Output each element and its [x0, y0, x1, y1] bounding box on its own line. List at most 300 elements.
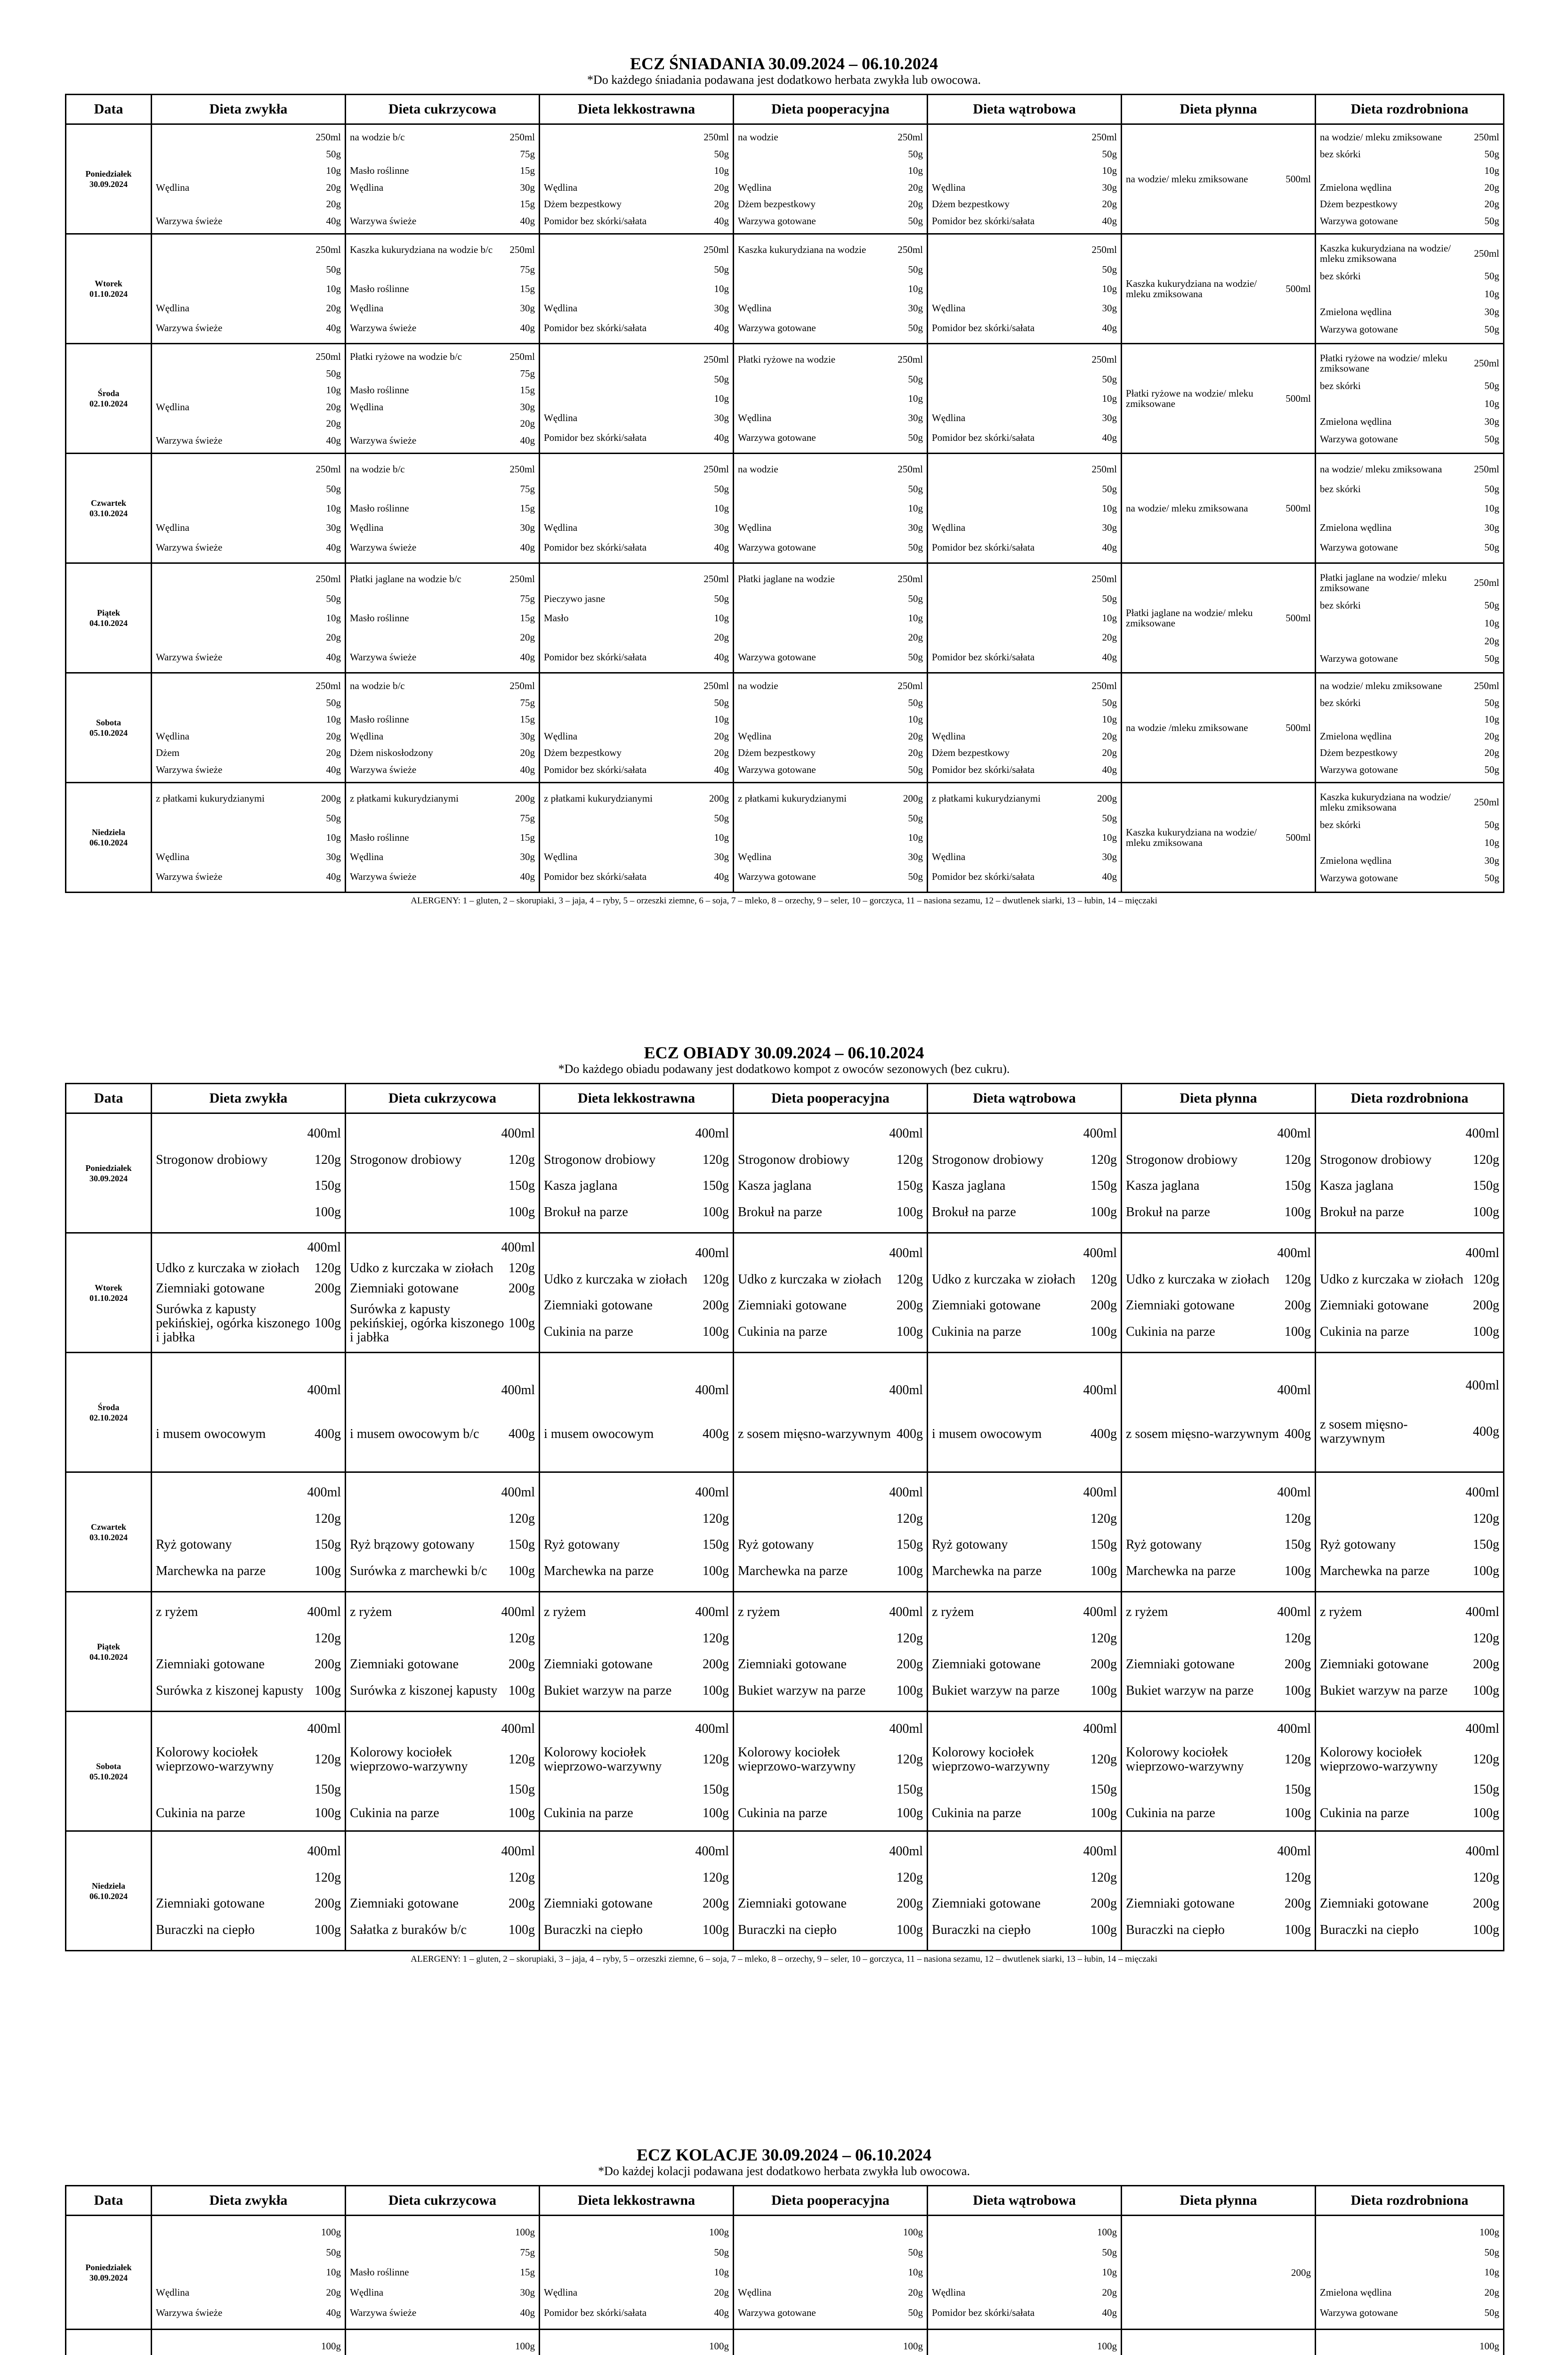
item-name: Warzywa świeże — [350, 870, 417, 882]
menu-cell — [1122, 1831, 1316, 1951]
table-row — [66, 1113, 1504, 1233]
item-quantity: 250ml — [509, 131, 535, 143]
menu-cell — [152, 1353, 346, 1472]
menu-item — [544, 1746, 729, 1774]
menu-item — [350, 1538, 535, 1552]
supper-section — [65, 2145, 1503, 2355]
column-header: Dieta zwykła — [152, 2186, 346, 2216]
item-quantity: 30g — [520, 2287, 535, 2298]
menu-item — [738, 2287, 923, 2298]
menu-item — [156, 464, 341, 474]
item-name: Masło roślinne — [350, 612, 409, 624]
item-quantity: 400g — [1473, 1424, 1499, 1439]
item-quantity: 100g — [509, 1316, 535, 1331]
item-name: Ziemniaki gotowane — [156, 1896, 265, 1911]
item-quantity: 250ml — [1091, 244, 1117, 256]
menu-item — [738, 698, 923, 708]
menu-item — [544, 613, 729, 623]
item-quantity: 100g — [1091, 1683, 1117, 1698]
menu-item — [1126, 1897, 1311, 1911]
column-header: Dieta lekkostrawna — [540, 2186, 734, 2216]
item-quantity: 400ml — [307, 1126, 341, 1141]
item-name: z płatkami kukurydzianymi — [350, 793, 459, 804]
menu-cell — [1122, 234, 1316, 344]
breakfast-table — [65, 94, 1504, 893]
menu-cell — [540, 1831, 734, 1951]
menu-item — [544, 1325, 729, 1339]
item-name: na wodzie — [738, 680, 778, 692]
item-quantity: 400g — [509, 1426, 535, 1441]
item-name: z płatkami kukurydzianymi — [738, 793, 847, 804]
item-quantity: 200g — [315, 1657, 341, 1672]
item-name: Brokuł na parze — [1320, 1204, 1404, 1219]
item-name: na wodzie — [738, 463, 778, 475]
item-name: Wędlina — [738, 730, 772, 742]
item-name: Wędlina — [544, 302, 578, 314]
menu-item — [932, 574, 1117, 584]
item-quantity: 400ml — [307, 1383, 341, 1398]
item-name: na wodzie/ mleku zmiksowane — [1126, 173, 1248, 185]
item-name: Cukinia na parze — [738, 1324, 827, 1339]
item-quantity: 30g — [714, 302, 729, 314]
item-name: z ryżem — [156, 1605, 198, 1620]
menu-item — [156, 1657, 341, 1672]
item-name: na wodzie/ mleku zmiksowana — [1126, 503, 1248, 514]
menu-item — [544, 464, 729, 474]
menu-item — [1320, 182, 1499, 193]
item-quantity: 120g — [1285, 1752, 1311, 1767]
menu-item — [932, 244, 1117, 255]
menu-cell — [1316, 1353, 1504, 1472]
menu-item — [738, 132, 923, 142]
menu-item — [1126, 1383, 1311, 1397]
menu-item — [544, 1783, 729, 1797]
menu-item — [932, 1844, 1117, 1859]
item-quantity: 120g — [703, 1152, 729, 1167]
item-quantity: 40g — [326, 870, 341, 882]
column-header: Dieta rozdrobniona — [1316, 2186, 1504, 2216]
menu-item — [738, 613, 923, 623]
item-quantity: 200g — [1091, 1657, 1117, 1672]
item-quantity: 20g — [908, 198, 923, 210]
menu-item — [932, 2341, 1117, 2351]
item-quantity: 250ml — [315, 573, 341, 585]
item-name: Strogonow drobiowy — [738, 1152, 850, 1167]
item-quantity: 40g — [714, 870, 729, 882]
day-date: 02.10.2024 — [89, 1413, 128, 1422]
item-quantity: 50g — [1484, 148, 1499, 160]
menu-cell — [928, 1113, 1122, 1233]
item-quantity: 400ml — [1465, 1722, 1499, 1737]
item-name: Masło roślinne — [350, 2266, 409, 2278]
item-name: Wędlina — [738, 181, 772, 193]
menu-item — [350, 165, 535, 176]
menu-item — [350, 1722, 535, 1736]
item-quantity: 200g — [703, 1896, 729, 1911]
item-quantity: 200g — [509, 1281, 535, 1296]
section-subtitle: *Do każdego obiadu podawany jest dodatkowo kompot z owoców sezonowych (bez cukru). — [558, 1062, 1010, 1076]
item-name: Pieczywo jasne — [544, 593, 606, 604]
menu-item — [1320, 731, 1499, 741]
menu-item — [1320, 381, 1499, 391]
item-quantity: 250ml — [897, 573, 923, 585]
menu-item — [1320, 1379, 1499, 1393]
menu-item — [1126, 1512, 1311, 1526]
item-name: Kolorowy kociołek wieprzowo-warzywny — [932, 1745, 1050, 1774]
item-quantity: 30g — [326, 522, 341, 534]
menu-item — [1320, 792, 1499, 812]
menu-item — [544, 149, 729, 159]
item-name: Kaszka kukurydziana na wodzie/ mleku zmiksowana — [1126, 278, 1257, 300]
menu-cell — [1316, 234, 1504, 344]
item-quantity: 120g — [315, 1631, 341, 1646]
item-quantity: 40g — [520, 870, 535, 882]
menu-item — [932, 149, 1117, 159]
menu-item — [932, 2287, 1117, 2298]
menu-item — [738, 681, 923, 691]
menu-item — [544, 574, 729, 584]
menu-item — [156, 632, 341, 642]
item-quantity: 100g — [1473, 1683, 1499, 1698]
item-name: Buraczki na ciepło — [932, 1922, 1031, 1937]
menu-item — [544, 2341, 729, 2351]
item-quantity: 20g — [1484, 730, 1499, 742]
menu-item — [932, 1783, 1117, 1797]
item-quantity: 120g — [1285, 1272, 1311, 1287]
item-name: Pomidor bez skórki/sałata — [544, 763, 647, 775]
item-name: Warzywa gotowane — [1320, 2307, 1398, 2319]
menu-item — [544, 1684, 729, 1698]
item-name: Wędlina — [350, 401, 384, 413]
column-header: Dieta pooperacyjna — [734, 95, 928, 124]
item-quantity: 400ml — [307, 1240, 341, 1255]
item-quantity: 120g — [1473, 1511, 1499, 1526]
item-quantity: 30g — [908, 522, 923, 534]
menu-cell — [734, 1592, 928, 1712]
menu-cell — [540, 1472, 734, 1592]
menu-cell — [734, 1353, 928, 1472]
menu-item — [738, 1273, 923, 1287]
menu-item — [1320, 353, 1499, 374]
item-quantity: 10g — [326, 283, 341, 294]
column-header: Dieta cukrzycowa — [346, 95, 540, 124]
menu-item — [350, 1205, 535, 1219]
menu-cell — [928, 124, 1122, 234]
day-name: Piątek — [97, 1641, 120, 1651]
menu-item — [156, 323, 341, 333]
menu-item — [932, 264, 1117, 275]
item-quantity: 20g — [326, 418, 341, 430]
item-quantity: 100g — [315, 1683, 341, 1698]
item-quantity: 30g — [714, 412, 729, 424]
item-quantity: 200g — [703, 1657, 729, 1672]
item-quantity: 50g — [326, 263, 341, 275]
item-name: Ryż gotowany — [738, 1537, 814, 1552]
item-name: Warzywa świeże — [156, 322, 223, 333]
menu-cell — [152, 1233, 346, 1353]
item-name: Wędlina — [350, 522, 384, 534]
menu-cell — [1316, 344, 1504, 454]
day-name: Środa — [97, 389, 120, 398]
item-quantity: 20g — [1484, 635, 1499, 647]
menu-cell — [1316, 1712, 1504, 1831]
item-quantity: 500ml — [1285, 722, 1311, 733]
menu-cell — [540, 234, 734, 344]
item-quantity: 100g — [1473, 1805, 1499, 1820]
item-name: na wodzie /mleku zmiksowane — [1126, 722, 1248, 733]
menu-item — [350, 1512, 535, 1526]
item-name: Buraczki na ciepło — [738, 1922, 837, 1937]
menu-item — [350, 484, 535, 494]
item-quantity: 40g — [1102, 870, 1117, 882]
item-quantity: 200g — [1091, 1298, 1117, 1313]
menu-item — [1320, 1564, 1499, 1578]
item-quantity: 400g — [315, 1426, 341, 1441]
item-name: Dżem niskosłodzony — [350, 747, 433, 759]
menu-item — [156, 593, 341, 604]
menu-item — [544, 731, 729, 741]
menu-item — [1320, 1871, 1499, 1885]
item-name: Marchewka na parze — [156, 1563, 266, 1578]
menu-item — [932, 2227, 1117, 2237]
item-quantity: 100g — [897, 1563, 923, 1578]
menu-item — [544, 1153, 729, 1167]
item-quantity: 40g — [714, 2307, 729, 2319]
item-quantity: 120g — [703, 1631, 729, 1646]
menu-item — [738, 1632, 923, 1646]
menu-item — [350, 1684, 535, 1698]
menu-item — [738, 432, 923, 443]
menu-cell — [1122, 1472, 1316, 1592]
item-quantity: 120g — [1285, 1631, 1311, 1646]
item-name: Kaszka kukurydziana na wodzie — [738, 244, 866, 256]
menu-item — [156, 1923, 341, 1937]
menu-item — [1320, 636, 1499, 646]
item-quantity: 20g — [326, 747, 341, 759]
menu-item — [1320, 873, 1499, 883]
section-subtitle: *Do każdej kolacji podawana jest dodatkowo herbata zwykła lub owocowa. — [598, 2164, 970, 2178]
item-quantity: 20g — [1484, 198, 1499, 210]
menu-cell — [152, 1592, 346, 1712]
menu-item — [1126, 1179, 1311, 1193]
item-name: Pomidor bez skórki/sałata — [932, 870, 1035, 882]
item-quantity: 30g — [520, 851, 535, 863]
item-quantity: 30g — [520, 401, 535, 413]
menu-item — [350, 698, 535, 708]
menu-item — [932, 1205, 1117, 1219]
item-quantity: 250ml — [703, 354, 729, 365]
item-quantity: 100g — [1285, 1324, 1311, 1339]
item-quantity: 40g — [326, 651, 341, 663]
item-quantity: 10g — [1484, 165, 1499, 177]
item-name: Strogonow drobiowy — [156, 1152, 268, 1167]
item-name: Udko z kurczaka w ziołach — [932, 1272, 1075, 1287]
menu-item — [738, 165, 923, 176]
item-quantity: 100g — [315, 1316, 341, 1331]
menu-item — [350, 681, 535, 691]
menu-item — [350, 871, 535, 882]
item-quantity: 400ml — [695, 1722, 729, 1737]
menu-item — [156, 522, 341, 533]
item-quantity: 10g — [326, 384, 341, 396]
menu-item — [544, 1538, 729, 1552]
day-cell — [66, 344, 152, 454]
menu-item — [738, 1512, 923, 1526]
item-quantity: 200g — [897, 1896, 923, 1911]
menu-item — [738, 747, 923, 758]
menu-cell — [1122, 454, 1316, 563]
item-quantity: 30g — [1102, 412, 1117, 424]
menu-item — [1126, 1746, 1311, 1774]
item-name: Strogonow drobiowy — [932, 1152, 1044, 1167]
item-name: i musem owocowym b/c — [350, 1426, 479, 1441]
item-quantity: 50g — [908, 322, 923, 333]
menu-cell — [346, 1472, 540, 1592]
day-date: 30.09.2024 — [89, 179, 128, 189]
menu-item — [544, 1844, 729, 1859]
item-name: Zmielona wędlina — [1320, 181, 1392, 193]
menu-item — [544, 1512, 729, 1526]
menu-item — [1126, 1722, 1311, 1736]
item-quantity: 10g — [714, 165, 729, 177]
menu-item — [156, 132, 341, 142]
menu-item — [1126, 1427, 1311, 1441]
item-name: Płatki jaglane na wodzie/ mleku zmiksowane — [1320, 571, 1447, 593]
menu-cell — [540, 563, 734, 673]
item-quantity: 400ml — [889, 1126, 923, 1141]
menu-item — [544, 681, 729, 691]
menu-item — [1126, 174, 1311, 184]
section-title: ECZ OBIADY 30.09.2024 – 06.10.2024 — [644, 1043, 924, 1062]
item-quantity: 40g — [326, 215, 341, 227]
menu-item — [1320, 572, 1499, 593]
menu-item — [350, 368, 535, 379]
menu-item — [350, 2227, 535, 2237]
menu-item — [544, 542, 729, 552]
menu-item — [1126, 1923, 1311, 1937]
item-quantity: 50g — [908, 812, 923, 824]
column-header: Dieta płynna — [1122, 2186, 1316, 2216]
menu-item — [932, 652, 1117, 662]
day-name: Czwartek — [91, 1522, 126, 1532]
menu-item — [1320, 681, 1499, 691]
day-date: 30.09.2024 — [89, 1173, 128, 1183]
item-name: Bukiet warzyw na parze — [932, 1683, 1060, 1698]
item-quantity: 50g — [908, 431, 923, 443]
item-quantity: 10g — [326, 165, 341, 177]
menu-cell — [734, 1233, 928, 1353]
menu-item — [738, 632, 923, 642]
item-name: Wędlina — [932, 302, 966, 314]
item-quantity: 100g — [315, 1922, 341, 1937]
item-quantity: 100g — [509, 1204, 535, 1219]
table-row — [66, 234, 1504, 344]
menu-cell — [152, 1712, 346, 1831]
menu-item — [738, 1783, 923, 1797]
item-quantity: 30g — [1484, 522, 1499, 534]
item-quantity: 150g — [1091, 1782, 1117, 1797]
menu-item — [156, 852, 341, 862]
item-name: Kasza jaglana — [1320, 1178, 1394, 1194]
item-quantity: 100g — [1091, 1324, 1117, 1339]
item-name: Warzywa gotowane — [738, 541, 816, 553]
menu-item — [738, 2247, 923, 2258]
item-quantity: 50g — [1484, 600, 1499, 611]
item-name: Płatki jaglane na wodzie b/c — [350, 573, 461, 585]
item-quantity: 30g — [1484, 415, 1499, 427]
menu-item — [350, 1605, 535, 1619]
item-quantity: 50g — [908, 870, 923, 882]
menu-item — [738, 1179, 923, 1193]
item-quantity: 400g — [897, 1426, 923, 1441]
menu-item — [156, 832, 341, 843]
item-quantity: 400ml — [1083, 1246, 1117, 1261]
menu-item — [738, 1299, 923, 1313]
item-quantity: 250ml — [1474, 796, 1499, 808]
item-name: Strogonow drobiowy — [1320, 1152, 1432, 1167]
menu-item — [156, 1282, 341, 1296]
item-quantity: 50g — [714, 697, 729, 708]
item-name: Warzywa świeże — [350, 322, 417, 333]
item-quantity: 400ml — [1083, 1383, 1117, 1398]
day-name: Wtorek — [95, 1283, 122, 1292]
item-quantity: 200g — [1473, 1298, 1499, 1313]
item-quantity: 20g — [520, 632, 535, 643]
day-date: 01.10.2024 — [89, 289, 128, 299]
item-name: z ryżem — [1126, 1605, 1168, 1620]
item-name: na wodzie/ mleku zmiksowane — [1320, 131, 1442, 143]
item-name: Pomidor bez skórki/sałata — [544, 215, 647, 227]
menu-item — [544, 1205, 729, 1219]
item-name: bez skórki — [1320, 600, 1361, 611]
day-name: Środa — [97, 1402, 120, 1412]
item-name: Zmielona wędlina — [1320, 730, 1392, 742]
item-quantity: 400ml — [695, 1605, 729, 1620]
menu-item — [738, 1427, 923, 1441]
item-quantity: 40g — [714, 651, 729, 663]
item-name: Wędlina — [544, 730, 578, 742]
item-quantity: 250ml — [1091, 463, 1117, 475]
menu-item — [1320, 165, 1499, 176]
menu-item — [156, 681, 341, 691]
item-quantity: 100g — [515, 2226, 535, 2238]
item-quantity: 10g — [326, 502, 341, 514]
menu-item — [738, 2307, 923, 2318]
day-date: 05.10.2024 — [89, 728, 128, 738]
item-name: Dżem bezpestkowy — [1320, 747, 1398, 759]
day-name: Wtorek — [95, 279, 122, 288]
item-quantity: 120g — [315, 1870, 341, 1885]
day-cell — [66, 1831, 152, 1951]
table-row — [66, 783, 1504, 893]
menu-item — [156, 264, 341, 275]
item-quantity: 20g — [326, 2287, 341, 2298]
menu-cell — [928, 673, 1122, 783]
menu-item — [156, 284, 341, 294]
menu-cell — [346, 454, 540, 563]
item-quantity: 50g — [1102, 697, 1117, 708]
item-quantity: 400ml — [1465, 1246, 1499, 1261]
item-quantity: 400ml — [695, 1126, 729, 1141]
item-name: z płatkami kukurydzianymi — [544, 793, 653, 804]
day-date: 02.10.2024 — [89, 399, 128, 408]
item-quantity: 250ml — [897, 131, 923, 143]
menu-item — [544, 484, 729, 494]
item-quantity: 40g — [1102, 541, 1117, 553]
item-name: Strogonow drobiowy — [1126, 1152, 1238, 1167]
menu-item — [544, 503, 729, 513]
menu-item — [1126, 608, 1311, 628]
